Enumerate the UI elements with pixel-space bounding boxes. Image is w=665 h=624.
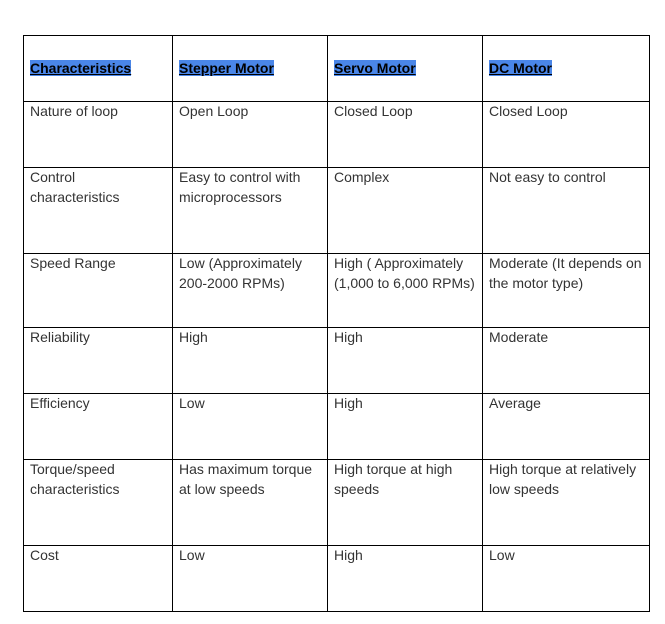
row-label: Cost [24,546,173,612]
table-cell: Average [483,394,650,460]
table-row [24,546,650,612]
row-label: Efficiency [24,394,173,460]
row-label: Control characteristics [24,168,173,254]
table-row [24,254,650,328]
table-cell: High [173,328,328,394]
header-row [24,36,650,102]
table-cell: Open Loop [173,102,328,168]
table-cell: Low (Approximately 200-2000 RPMs) [173,254,328,328]
table-row [24,460,650,546]
row-label: Nature of loop [24,102,173,168]
table-cell: Low [483,546,650,612]
table-cell: Moderate [483,328,650,394]
table-cell: Has maximum torque at low speeds [173,460,328,546]
comparison-table [23,35,650,612]
table-cell: Complex [328,168,483,254]
header-cell-servo-motor [328,36,483,102]
table-cell: High torque at high speeds [328,460,483,546]
table-cell: High torque at relatively low speeds [483,460,650,546]
header-label: Servo Motor [334,59,416,76]
table-cell: Moderate (It depends on the motor type) [483,254,650,328]
table-cell: Closed Loop [483,102,650,168]
header-label: DC Motor [489,59,552,76]
table-cell: Low [173,394,328,460]
row-label: Reliability [24,328,173,394]
table-row [24,168,650,254]
table-cell: Not easy to control [483,168,650,254]
header-cell-characteristics [24,36,173,102]
table-cell: High [328,328,483,394]
header-label: Characteristics [30,59,132,76]
header-cell-dc-motor [483,36,650,102]
table-row [24,102,650,168]
table-cell: High [328,546,483,612]
table-row [24,394,650,460]
table-cell: High ( Approximately (1,000 to 6,000 RPMs) [328,254,483,328]
table-cell: Closed Loop [328,102,483,168]
table-cell: Easy to control with microprocessors [173,168,328,254]
row-label: Speed Range [24,254,173,328]
table-cell: Low [173,546,328,612]
header-cell-stepper-motor [173,36,328,102]
table-row [24,328,650,394]
row-label: Torque/speed characteristics [24,460,173,546]
table-cell: High [328,394,483,460]
header-label: Stepper Motor [179,59,274,76]
